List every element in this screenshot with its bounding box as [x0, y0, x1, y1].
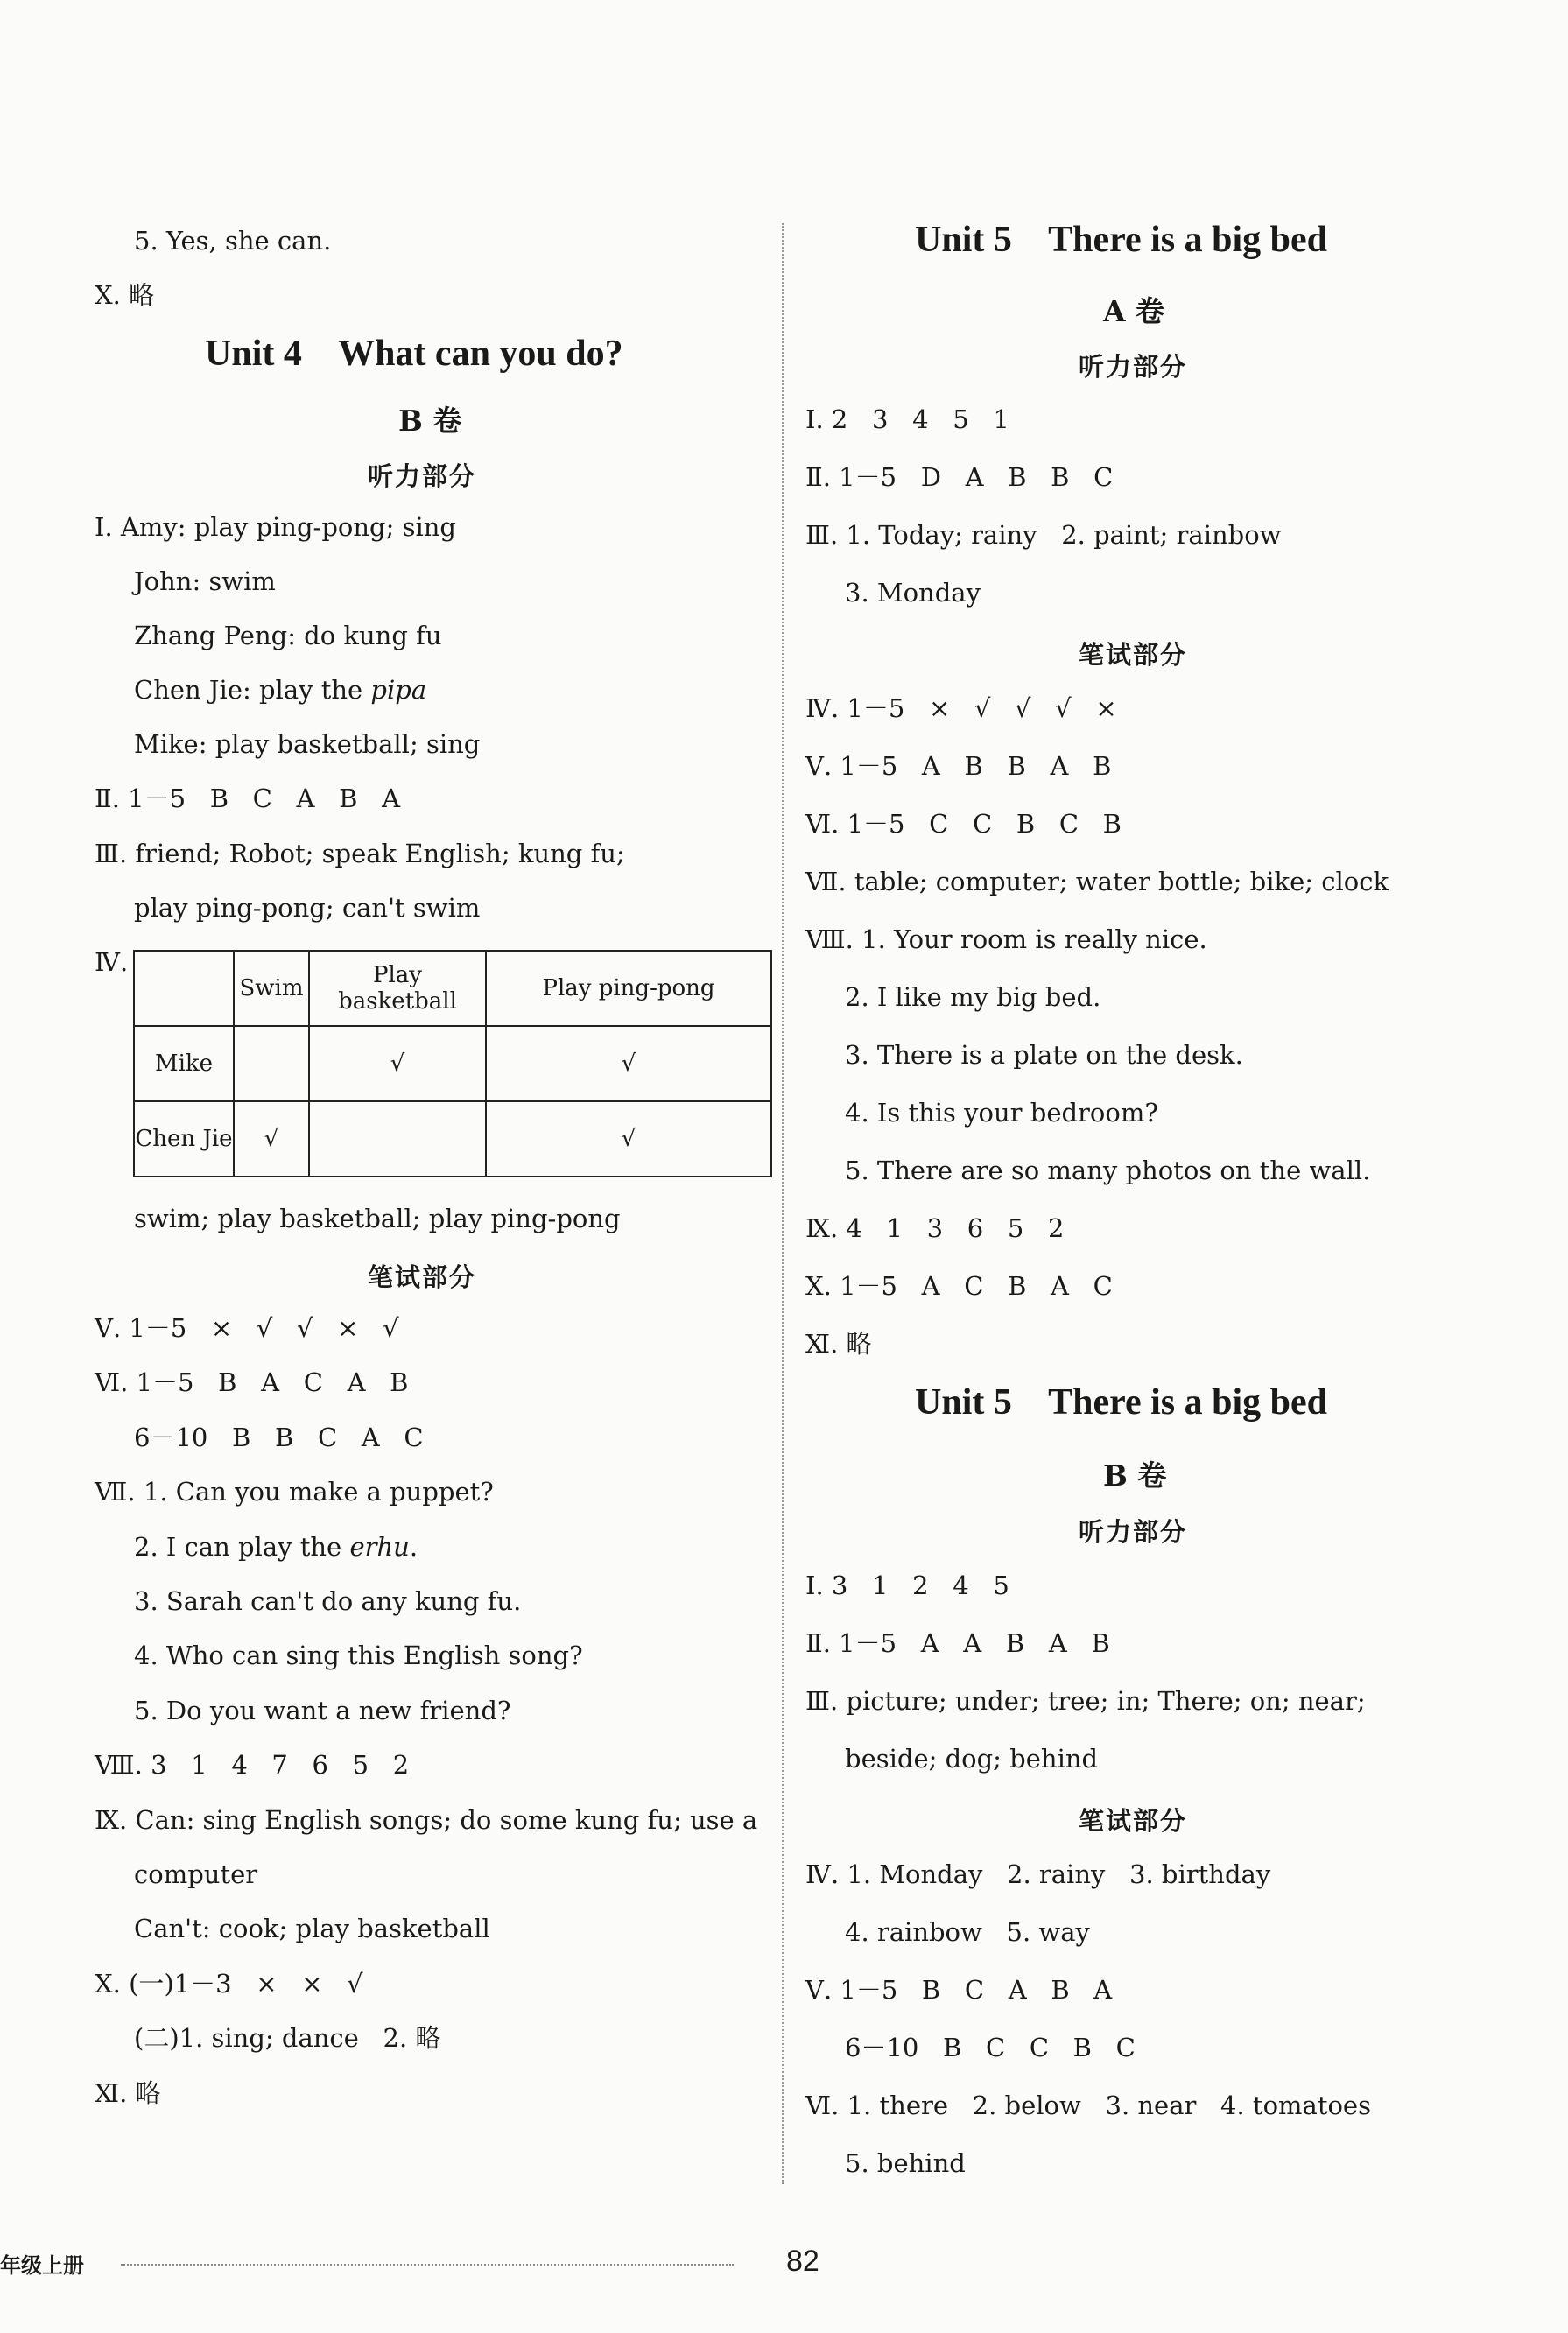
answer-line: Ⅵ. 1－5 B A C A B [95, 1367, 409, 1397]
paper-label: B 卷 [1103, 1458, 1167, 1493]
answer-line: Ⅳ. 1. Monday 2. rainy 3. birthday [805, 1859, 1271, 1889]
answer-line: 3. There is a plate on the desk. [845, 1040, 1243, 1070]
answer-line: 6－10 B B C A C [134, 1423, 424, 1452]
answer-line: Ⅰ. 2 3 4 5 1 [805, 404, 1009, 434]
answer-line: Ⅺ. 略 [805, 1329, 872, 1359]
answer-line: Ⅺ. 略 [95, 2078, 161, 2108]
answer-line: 5. There are so many photos on the wall. [845, 1156, 1371, 1185]
paper-label: B 卷 [398, 404, 462, 438]
footer-grade-label: 年级上册 [0, 2253, 84, 2278]
answer-line: 5. behind [845, 2148, 966, 2178]
section-heading: 听力部分 [368, 461, 477, 491]
answer-line: Ⅶ. 1. Can you make a puppet? [95, 1477, 494, 1507]
section-heading: 笔试部分 [1079, 640, 1188, 670]
answer-line [134, 1532, 418, 1563]
answer-line: Ⅱ. 1－5 A A B A B [805, 1628, 1110, 1658]
unit-title: Unit 5 There is a big bed [915, 220, 1328, 260]
unit-title: Unit 5 There is a big bed [915, 1382, 1328, 1423]
text-run: 2. I can play the [134, 1532, 350, 1562]
table-header-cell: Play basketball [309, 951, 486, 1026]
answer-line: Ⅷ. 3 1 4 7 6 5 2 [95, 1750, 410, 1780]
table-cell: √ [309, 1026, 486, 1101]
table-cell [234, 1026, 309, 1101]
table-header-cell: Swim [234, 951, 309, 1026]
answer-line: Ⅲ. friend; Robot; speak English; kung fu; [95, 839, 625, 868]
answer-line: 5. Yes, she can. [134, 226, 332, 256]
answer-line: Ⅱ. 1－5 B C A B A [95, 784, 401, 813]
answer-line: beside; dog; behind [845, 1744, 1099, 1774]
table-header-cell: Play ping-pong [486, 951, 771, 1026]
answer-line: Ⅰ. 3 1 2 4 5 [805, 1571, 1009, 1600]
answer-line: Ⅴ. 1－5 B C A B A [805, 1975, 1113, 2005]
section-heading: 听力部分 [1079, 352, 1188, 382]
answer-line: Ⅹ. 1－5 A C B A C [805, 1271, 1113, 1301]
answer-line: Ⅰ. Amy: play ping-pong; sing [95, 512, 456, 542]
answer-line: swim; play basketball; play ping-pong [134, 1204, 621, 1233]
answer-line: Ⅳ. 1－5 × √ √ √ × [805, 693, 1117, 723]
answer-line: Can't: cook; play basketball [134, 1914, 490, 1943]
answer-line: Mike: play basketball; sing [134, 729, 481, 759]
table-cell: √ [486, 1101, 771, 1177]
italic-text: pipa [370, 675, 427, 705]
answer-line: Ⅹ. (一)1－3 × × √ [95, 1969, 363, 1999]
paper-label: A 卷 [1103, 294, 1165, 328]
table-row-label: Mike [134, 1026, 234, 1101]
answer-line: Ⅵ. 1－5 C C B C B [805, 809, 1122, 839]
table-row [134, 1101, 771, 1177]
text-run: . [409, 1532, 418, 1562]
text-run: Chen Jie: play the [134, 675, 371, 705]
answer-line: computer [134, 1859, 258, 1889]
answer-line: Ⅹ. 略 [95, 280, 155, 310]
answer-line: Ⅴ. 1－5 A B B A B [805, 751, 1112, 781]
answer-line: Ⅷ. 1. Your room is really nice. [805, 924, 1207, 954]
answer-line: Ⅶ. table; computer; water bottle; bike; clock [805, 867, 1389, 896]
answer-line: 3. Sarah can't do any kung fu. [134, 1586, 522, 1616]
section-heading: 笔试部分 [1079, 1806, 1188, 1836]
answer-line: 6－10 B C C B C [845, 2033, 1136, 2062]
answer-table [133, 950, 772, 1177]
answer-line [134, 675, 426, 706]
answer-line: John: swim [134, 566, 276, 596]
unit-title: Unit 4 What can you do? [205, 334, 623, 374]
column-divider [782, 223, 784, 2184]
answer-line: Ⅴ. 1－5 × √ √ × √ [95, 1313, 399, 1343]
answer-line: Ⅸ. 4 1 3 6 5 2 [805, 1213, 1065, 1243]
section-heading: 笔试部分 [368, 1262, 477, 1292]
answer-line: Ⅱ. 1－5 D A B B C [805, 462, 1114, 492]
answer-line: 5. Do you want a new friend? [134, 1696, 511, 1725]
table-row [134, 1026, 771, 1101]
table-cell [134, 951, 234, 1026]
answer-line: Ⅸ. Can: sing English songs; do some kung fu; use a [95, 1805, 758, 1835]
page-number: 82 [786, 2245, 819, 2278]
question-number: Ⅳ. [95, 947, 129, 977]
table-cell: √ [234, 1101, 309, 1177]
answer-line: 4. rainbow 5. way [845, 1917, 1090, 1947]
table-cell [309, 1101, 486, 1177]
table-header-row [134, 951, 771, 1026]
answer-line: (二)1. sing; dance 2. 略 [134, 2023, 441, 2053]
italic-text: erhu [349, 1532, 410, 1562]
answer-line: 4. Is this your bedroom? [845, 1098, 1158, 1128]
answer-line: 4. Who can sing this English song? [134, 1641, 583, 1670]
table-row-label: Chen Jie [134, 1101, 234, 1177]
section-heading: 听力部分 [1079, 1517, 1188, 1547]
answer-line: Ⅵ. 1. there 2. below 3. near 4. tomatoes [805, 2091, 1371, 2120]
answer-line: Zhang Peng: do kung fu [134, 621, 442, 650]
answer-line: 2. I like my big bed. [845, 982, 1101, 1012]
answer-line: Ⅲ. picture; under; tree; in; There; on; near; [805, 1686, 1366, 1716]
answer-line: play ping-pong; can't swim [134, 893, 481, 923]
footer-dotted-rule [121, 2264, 734, 2266]
answer-line: 3. Monday [845, 578, 981, 608]
answer-line: Ⅲ. 1. Today; rainy 2. paint; rainbow [805, 520, 1282, 550]
table-cell: √ [486, 1026, 771, 1101]
